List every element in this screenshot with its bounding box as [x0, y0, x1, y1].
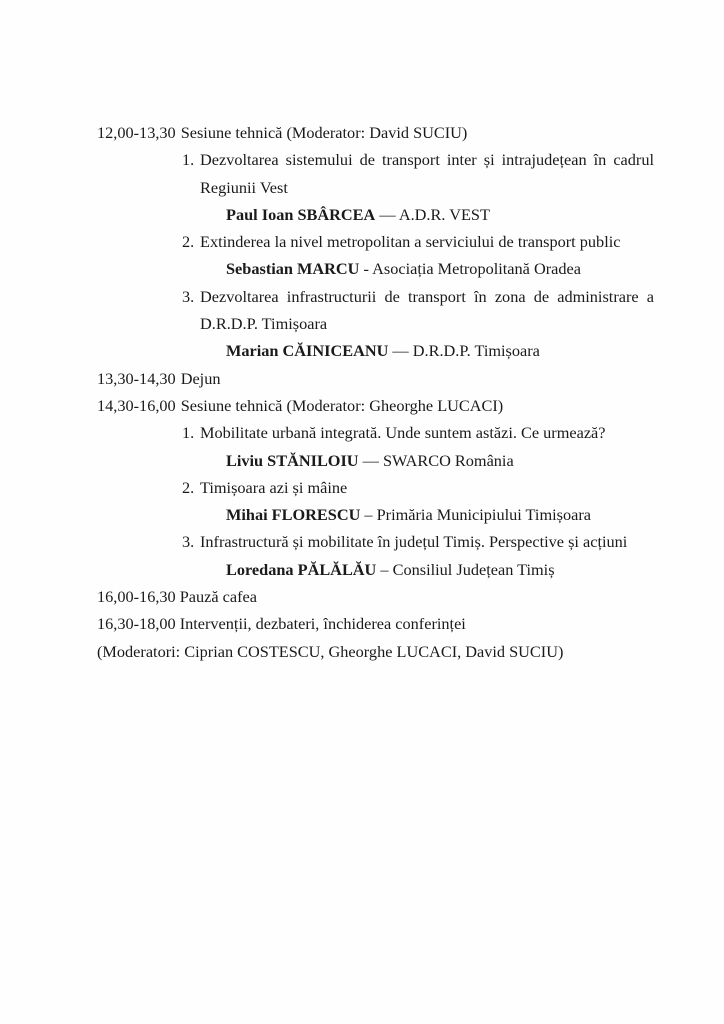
agenda [97, 119, 657, 665]
speaker-affiliation: Primăria Municipiului Timișoara [376, 505, 591, 525]
agenda-item [97, 283, 657, 310]
item-title-continuation [97, 310, 657, 337]
session-header [97, 392, 657, 419]
item-title: Dezvoltarea infrastructurii de transport în zona de administrare a [200, 286, 654, 306]
session-time: 13,30-14,30 [97, 368, 176, 388]
speaker-line [97, 556, 657, 583]
speaker-affiliation: Asociația Metropolitană Oradea [372, 259, 581, 279]
session-title: Sesiune tehnică (Moderator: David SUCIU) [180, 123, 468, 142]
agenda-item [97, 228, 657, 255]
speaker-separator: — [375, 204, 399, 224]
speaker-separator: — [358, 450, 383, 470]
item-title-continuation [97, 174, 657, 201]
item-number: 1. [182, 150, 195, 170]
session-header [97, 583, 657, 610]
speaker-affiliation: D.R.D.P. Timișoara [412, 341, 540, 361]
session-header [97, 610, 657, 637]
agenda-item [97, 146, 657, 173]
speaker-line [97, 201, 657, 228]
speaker-affiliation: Consiliul Județean Timiș [392, 559, 555, 579]
speaker-name: Marian CĂINICEANU [226, 341, 389, 361]
speaker-name: Liviu STĂNILOIU [226, 450, 359, 470]
closing-note [97, 638, 657, 665]
item-title: Timișoara azi și mâine [200, 477, 348, 497]
speaker-separator: — [388, 341, 413, 361]
speaker-affiliation: SWARCO România [382, 450, 514, 470]
session-title: Intervenții, dezbateri, închiderea conferinței [179, 614, 466, 634]
item-number: 1. [182, 423, 195, 443]
speaker-line [97, 337, 657, 364]
agenda-item [97, 528, 657, 555]
speaker-line [97, 447, 657, 474]
speaker-line [97, 501, 657, 528]
item-title: D.R.D.P. Timișoara [200, 314, 328, 334]
session-header [97, 119, 657, 146]
session-time: 16,30-18,00 [97, 614, 176, 634]
speaker-affiliation: A.D.R. VEST [398, 204, 490, 224]
item-number: 2. [182, 232, 195, 252]
speaker-name: Sebastian MARCU [226, 259, 360, 279]
session-title: Pauză cafea [179, 587, 257, 607]
session-header [97, 365, 657, 392]
item-title: Regiunii Vest [200, 177, 288, 197]
speaker-separator: – [376, 559, 393, 579]
speaker-line [97, 255, 657, 282]
speaker-name: Mihai FLORESCU [226, 505, 361, 525]
item-title: Dezvoltarea sistemului de transport inter și intrajudețean în cadrul [200, 150, 654, 170]
agenda-item [97, 474, 657, 501]
speaker-separator: - [359, 259, 373, 279]
session-title: Dejun [180, 368, 221, 388]
item-number: 3. [182, 532, 195, 552]
item-number: 2. [182, 477, 195, 497]
speaker-name: Paul Ioan SBÂRCEA [226, 204, 376, 224]
item-title: Infrastructură și mobilitate în județul Timiș. Perspective și acțiuni [200, 532, 628, 552]
session-time: 12,00-13,30 [97, 123, 176, 142]
session-time: 14,30-16,00 [97, 395, 176, 415]
item-title: Mobilitate urbană integrată. Unde suntem astăzi. Ce urmează? [200, 423, 606, 443]
speaker-name: Loredana PĂLĂLĂU [226, 559, 377, 579]
moderators-note: (Moderatori: Ciprian COSTESCU, Gheorghe LUCACI, David SUCIU) [97, 641, 564, 661]
item-title: Extinderea la nivel metropolitan a serviciului de transport public [200, 232, 621, 252]
speaker-separator: – [360, 505, 377, 525]
item-number: 3. [182, 286, 195, 306]
agenda-item [97, 419, 657, 446]
session-time: 16,00-16,30 [97, 587, 176, 607]
session-title: Sesiune tehnică (Moderator: Gheorghe LUCACI) [180, 395, 504, 415]
